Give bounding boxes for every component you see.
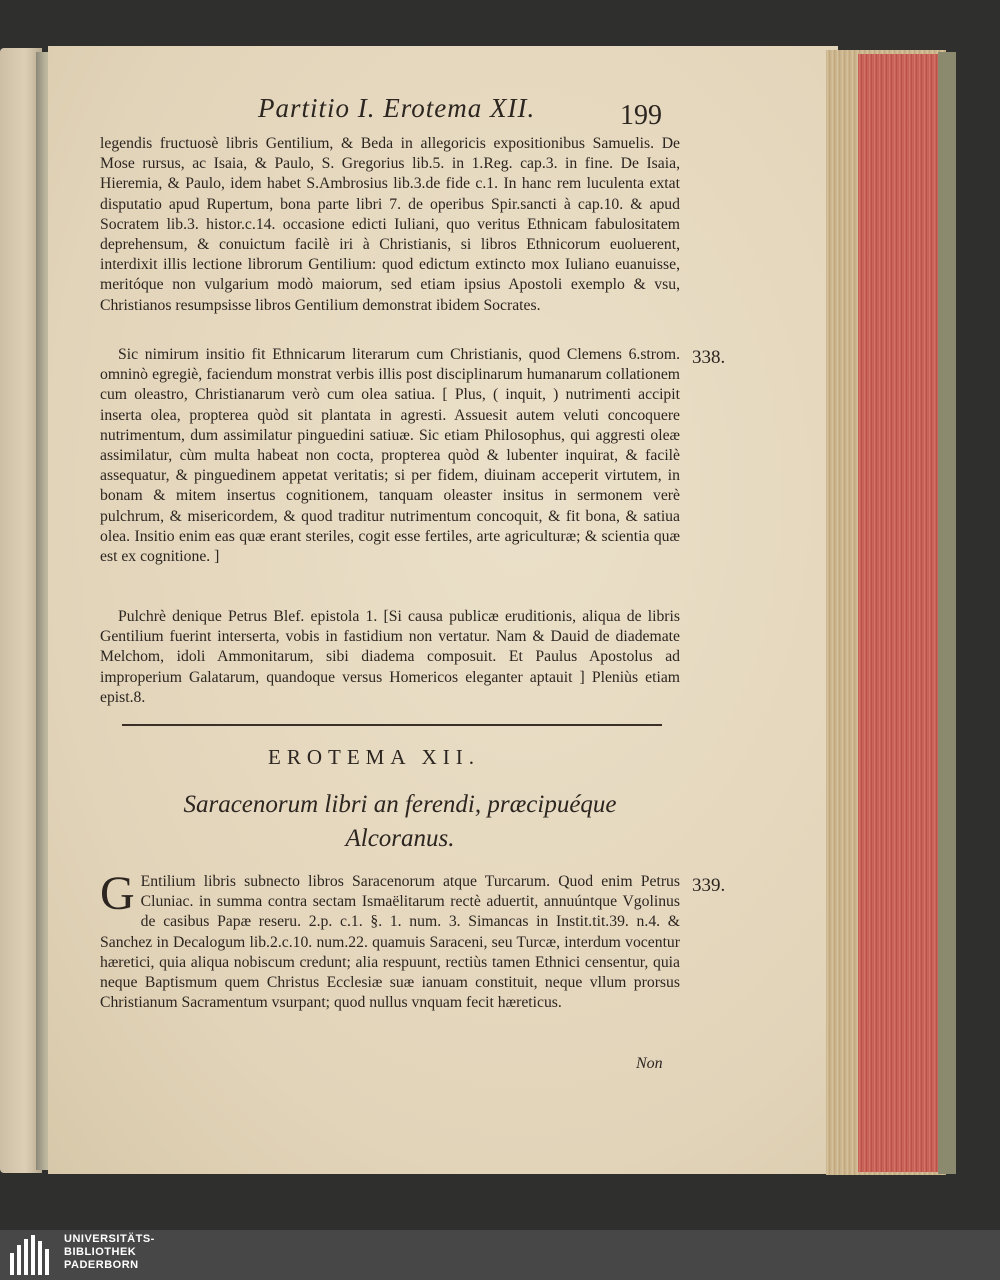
section-heading: EROTEMA XII. xyxy=(268,745,480,769)
margin-note-339: 339. xyxy=(692,875,726,896)
book-cover-edge xyxy=(938,52,956,1174)
margin-note-338: 338. xyxy=(692,347,726,368)
section-title: Saracenorum libri an ferendi, præcipuéque Alcoranus. xyxy=(183,791,617,852)
page-number: 199 xyxy=(620,100,662,131)
library-name xyxy=(64,1233,155,1272)
running-title: Partitio I. Erotema XII. xyxy=(258,93,536,123)
paragraph-1 xyxy=(100,134,680,316)
library-name-line-3: PADERBORN xyxy=(64,1259,139,1271)
section-divider xyxy=(122,724,662,726)
paragraph-2 xyxy=(100,345,680,567)
library-name-line-2: BIBLIOTHEK xyxy=(64,1246,137,1258)
paragraph-4-text: Entilium libris subnecto libros Saracenorum atque Turcarum. Quod enim Petrus Cluniac. in summa contra sectam Ismaëlitarum rectè aduertit, annuúntque Vgolinus de casibus Papæ reseru. 2.p. c.1. §. 1. num. 3. Simancas in Instit.tit.39. n.4. & Sanchez in Decalogum lib.2.c.10. num.22. quamuis Saraceni, seu Turcæ, interdum vocentur hæretici, quia aliqua nobiscum credunt; alia respuunt, rectiùs tamen Ethnici censentur, quia neque Baptismum quem Christus Ecclesiæ suæ ianuam constituit, neque vllum prorsus Christianum Sacramentum vsurpant; quod nullus vnquam fecit hæreticus. xyxy=(100,873,680,1012)
paragraph-4 xyxy=(100,867,680,1013)
drop-cap: G xyxy=(100,867,135,920)
paragraph-2-text: Sic nimirum insitio fit Ethnicarum literarum cum Christianis, quod Clemens 6.strom. omninò egregiè, faciendum monstrat verbis illis post disciplinarum humanarum collationem cum oleastro, Christianarum verò cum olea satiua. [ Plus, ( inquit, ) nutrimenti accipit inserta olea, propterea quòd sit plantata in agresti. Assuesit autem veluti concoquere nutrimentum, dum assimilatur pinguedini satiuæ. Sic etiam Philosophus, qui aggresti oleæ assimilatur, cùm multa habeat non cocta, propterea quòd & lubenter inquirat, & facilè assequatur, & pinguedinem appetat veritatis; si per fidem, diuinam acceperit virtutem, in bonam & mitem insertus cognitionem, tanquam oleaster insitus in sermonem verè pulchrum, & misericordem, & quod traditur nutrimentum concoquit, & fit bona, & satiua olea. Insitio enim eas quæ erant steriles, cogit esse fertiles, arte agriculturæ; & scientia quæ est ex cognitione. ] xyxy=(100,346,680,566)
library-logo-icon xyxy=(10,1235,54,1275)
paragraph-1-text: legendis fructuosè libris Gentilium, & Beda in allegoricis expositionibus Samuelis. De Mose rursus, ac Isaia, & Paulo, S. Gregorius lib.5. in 1.Reg. cap.3. in fine. De Isaia, Hieremia, & Paulo, idem habet S.Ambrosius lib.3.de fide c.1. In hanc rem luculenta extat disputatio apud Rupertum, bona parte libri 7. de operibus Spir.sancti à cap.10. & apud Socratem lib.3. histor.c.14. occasione edicti Iuliani, quo veritus Ethnicam fabulositatem deprehensum, & conuictum facilè iri à Christianis, si libros Ethnicorum euoluerent, interdixit illis lectione librorum Gentilium: quod edictum extincto mox Iuliano euanuisse, meritóque non vulgarium modò maiorum, sed etiam ipsius Apostoli exemplo & vsu, Christianos resumpsisse libros Gentilium demonstrat ibidem Socrates. xyxy=(100,135,680,314)
paragraph-3-text: Pulchrè denique Petrus Blef. epistola 1. [Si causa publicæ eruditionis, aliqua de libris Gentilium fuerint interserta, vobis in fastidium non vertatur. Nam & Dauid de diademate Melchom, idoli Ammonitarum, sibi diadema composuit. Et Paulus Apostolus ad improperium Galatarum, quandoque versus Homericos eleganter aptauit ] Pleniùs etiam epist.8. xyxy=(100,608,680,706)
catchword: Non xyxy=(636,1055,663,1072)
paragraph-3 xyxy=(100,607,680,708)
red-page-edges xyxy=(858,54,942,1172)
library-name-line-1: UNIVERSITÄTS- xyxy=(64,1233,155,1245)
